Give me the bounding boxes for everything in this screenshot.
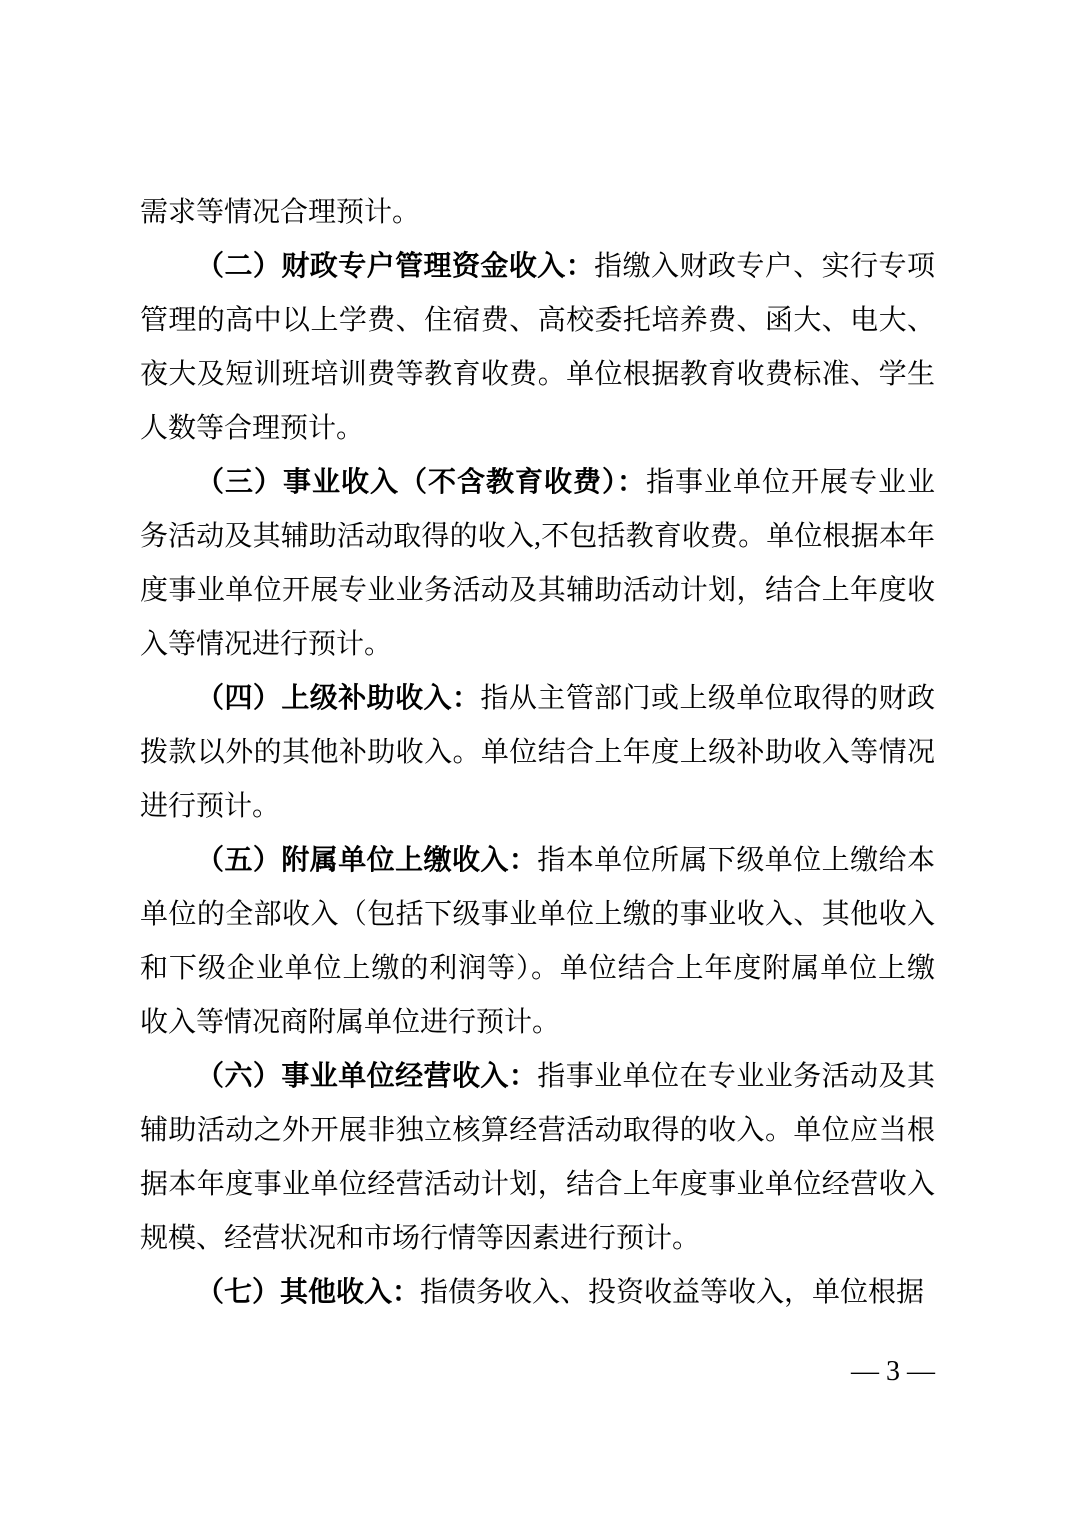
paragraph-text: 指从主管部门或上级单位取得的财政拨款以外的其他补助收入。单位结合上年度上级补助收入等情况进行预计。 [140,683,935,822]
paragraph-text: 指缴入财政专户、实行专项管理的高中以上学费、住宿费、高校委托培养费、函大、电大、夜大及短训班培训费等教育收费。单位根据教育收费标准、学生人数等合理预计。 [140,251,935,444]
paragraph-text: 指事业单位开展专业业务活动及其辅助活动取得的收入,不包括教育收费。单位根据本年度事业单位开展专业业务活动及其辅助活动计划，结合上年度收入等情况进行预计。 [140,467,935,660]
paragraph-text: 需求等情况合理预计。 [140,197,421,228]
document-body [140,186,935,1320]
paragraph-heading: （四）上级补助收入： [196,683,481,714]
page-footer [140,1348,935,1396]
page-number: — 3 — [851,1356,935,1387]
paragraph [140,1266,935,1320]
paragraph [140,240,935,456]
paragraph [140,456,935,672]
paragraph [140,672,935,834]
paragraph-text: 指债务收入、投资收益等收入，单位根据 [420,1277,925,1308]
paragraph-heading: （七）其他收入： [196,1277,421,1308]
paragraph [140,834,935,1050]
paragraph-heading: （六）事业单位经营收入： [196,1061,538,1092]
paragraph-heading: （五）附属单位上缴收入： [196,845,538,876]
paragraph-heading: （二）财政专户管理资金收入： [196,251,595,282]
paragraph [140,1050,935,1266]
paragraph-text: 指事业单位在专业业务活动及其辅助活动之外开展非独立核算经营活动取得的收入。单位应当根据本年度事业单位经营活动计划，结合上年度事业单位经营收入规模、经营状况和市场行情等因素进行预计。 [140,1061,935,1254]
paragraph-text: 指本单位所属下级单位上缴给本单位的全部收入（包括下级事业单位上缴的事业收入、其他收入和下级企业单位上缴的利润等）。单位结合上年度附属单位上缴收入等情况商附属单位进行预计。 [140,845,935,1038]
paragraph-heading: （三）事业收入（不含教育收费）： [196,467,646,498]
paragraph [140,186,935,240]
